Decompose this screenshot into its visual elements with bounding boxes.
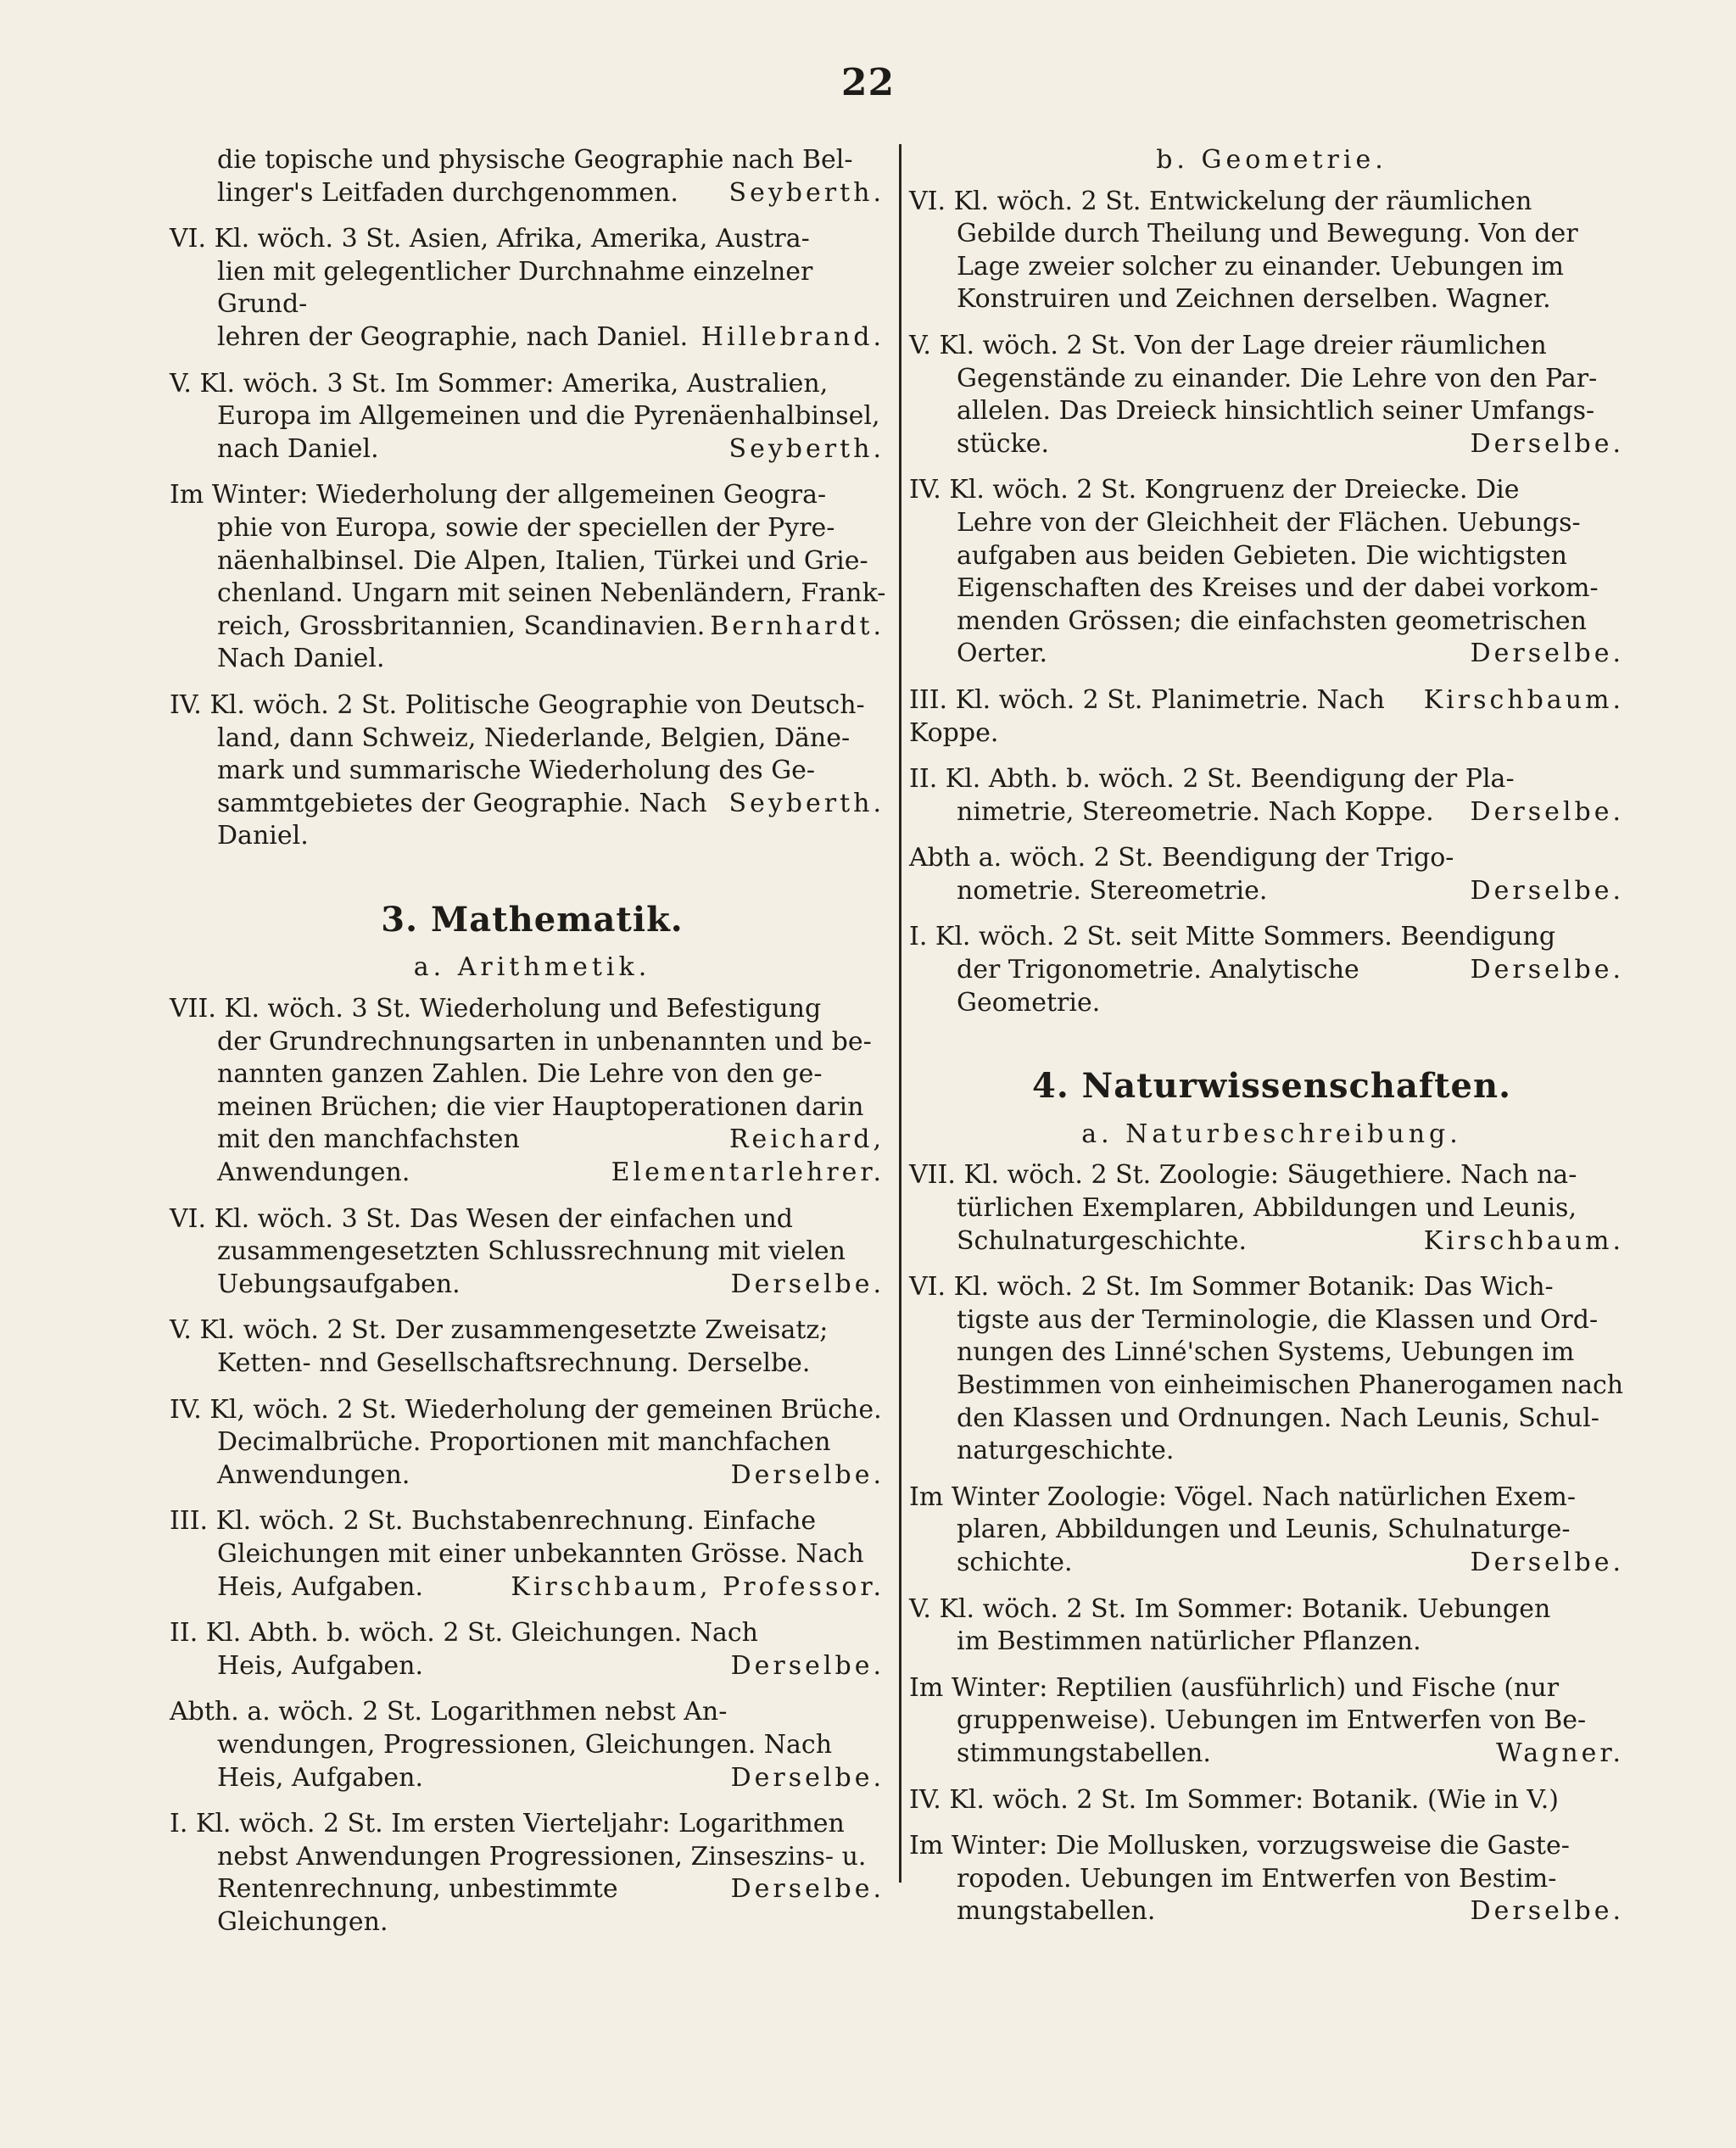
entry-line: I. Kl. wöch. 2 St. Im ersten Vierteljahr: Logarithmen bbox=[170, 1809, 845, 1839]
entry-line: IV. Kl, wöch. 2 St. Wiederholung der gemeinen Brüche. bbox=[170, 1394, 882, 1425]
entry-text: Schulnaturgeschichte. bbox=[957, 1225, 1248, 1256]
course-entry bbox=[909, 1481, 1634, 1580]
teacher-name: Bernhardt. bbox=[710, 611, 885, 641]
entry-line bbox=[170, 611, 895, 676]
entry-line: Abth a. wöch. 2 St. Beendigung der Trigo- bbox=[909, 843, 1454, 873]
entry-line: türlichen Exemplaren, Abbildungen und Leunis, bbox=[957, 1193, 1577, 1224]
teacher-name: Derselbe. bbox=[730, 1269, 885, 1299]
course-entry bbox=[909, 1830, 1634, 1928]
entry-line: nebst Anwendungen Progressionen, Zinseszins- u. bbox=[217, 1841, 867, 1872]
entry-text: III. Kl. wöch. 2 St. Planimetrie. Nach Koppe. bbox=[909, 684, 1385, 748]
entry-line: aufgaben aus beiden Gebieten. Die wichtigsten bbox=[957, 540, 1567, 571]
entry-line: plaren, Abbildungen und Leunis, Schulnaturge- bbox=[957, 1515, 1571, 1545]
entry-text: Uebungsaufgaben. bbox=[217, 1269, 461, 1299]
section-title-mathematics: 3. Mathematik. bbox=[381, 899, 684, 940]
entry-line: mark und summarische Wiederholung des Ge- bbox=[217, 756, 816, 786]
entry-line bbox=[909, 684, 1634, 750]
entry-text: Rentenrechnung, unbestimmte Gleichungen. bbox=[217, 1874, 618, 1937]
teacher-name: Seyberth. bbox=[728, 177, 885, 208]
entry-line bbox=[170, 1269, 895, 1302]
entry-line: III. Kl. wöch. 2 St. Buchstabenrechnung. Einfache bbox=[170, 1506, 817, 1537]
course-entry bbox=[909, 1593, 1634, 1659]
entry-line: zusammengesetzten Schlussrechnung mit vielen bbox=[217, 1236, 846, 1267]
geography-intro bbox=[170, 144, 895, 209]
teacher-name: Kirschbaum. bbox=[1423, 1225, 1624, 1256]
entry-line: Gleichungen mit einer unbekannten Grösse. Nach bbox=[217, 1538, 864, 1569]
entry-line bbox=[170, 788, 895, 853]
teacher-name: Derselbe. bbox=[730, 1762, 885, 1793]
natural-history-entries bbox=[909, 1159, 1634, 1928]
entry-line bbox=[909, 1547, 1634, 1580]
page-number: 22 bbox=[840, 61, 896, 104]
entry-line: Im Winter: Reptilien (ausführlich) und Fische (nur bbox=[909, 1672, 1560, 1703]
course-entry bbox=[170, 479, 895, 676]
entry-line: VI. Kl. wöch. 2 St. Entwickelung der räumlichen bbox=[909, 186, 1532, 216]
entry-text: nometrie. Stereometrie. bbox=[957, 875, 1268, 906]
entry-line: VI. Kl. wöch. 3 St. Asien, Afrika, Amerika, Austra- bbox=[170, 224, 810, 254]
entry-line: V. Kl. wöch. 3 St. Im Sommer: Amerika, Australien, bbox=[170, 368, 829, 399]
entry-text: schichte. bbox=[957, 1547, 1073, 1577]
entry-line bbox=[170, 177, 895, 210]
entry-line bbox=[170, 433, 895, 466]
entry-line bbox=[909, 428, 1634, 461]
entry-line bbox=[170, 1571, 895, 1604]
entry-line: land, dann Schweiz, Niederlande, Belgien, Däne- bbox=[217, 723, 851, 753]
entry-line: meinen Brüchen; die vier Hauptoperationen darin bbox=[217, 1091, 864, 1122]
course-entry bbox=[170, 368, 895, 466]
teacher-name: Derselbe. bbox=[730, 1650, 885, 1681]
entry-line bbox=[909, 954, 1634, 1019]
entry-line: V. Kl. wöch. 2 St. Im Sommer: Botanik. Uebungen bbox=[909, 1593, 1551, 1624]
teacher-name: Reichard, Elementarlehrer. bbox=[611, 1124, 885, 1188]
entry-text: Heis, Aufgaben. bbox=[217, 1571, 423, 1602]
entry-line: wendungen, Progressionen, Gleichungen. Nach bbox=[217, 1729, 833, 1760]
entry-text: stimmungstabellen. bbox=[957, 1738, 1211, 1768]
entry-line bbox=[170, 1650, 895, 1683]
section-title-natural-sciences: 4. Naturwissenschaften. bbox=[1031, 1066, 1511, 1107]
entry-text: nimetrie, Stereometrie. Nach Koppe. bbox=[957, 796, 1434, 827]
entry-line bbox=[909, 1738, 1634, 1771]
entry-line bbox=[170, 1459, 895, 1492]
teacher-name: Derselbe. bbox=[730, 1459, 885, 1490]
right-column bbox=[909, 144, 1634, 1942]
course-entry bbox=[170, 993, 895, 1190]
entry-line: ropoden. Uebungen im Entwerfen von Bestim- bbox=[957, 1863, 1557, 1894]
entry-line: tigste aus der Terminologie, die Klassen und Ord- bbox=[957, 1304, 1599, 1335]
entry-line: naturgeschichte. bbox=[957, 1436, 1175, 1466]
entry-line: im Bestimmen natürlicher Pflanzen. bbox=[957, 1626, 1421, 1657]
entry-text: mungstabellen. bbox=[957, 1896, 1156, 1927]
teacher-name: Wagner. bbox=[1496, 1738, 1624, 1768]
entry-line: Bestimmen von einheimischen Phanerogamen nach bbox=[957, 1370, 1624, 1400]
teacher-name: Derselbe. bbox=[1470, 1547, 1624, 1577]
teacher-name: Derselbe. bbox=[1470, 428, 1624, 459]
entry-line: nannten ganzen Zahlen. Die Lehre von den ge- bbox=[217, 1059, 823, 1090]
arithmetic-entries bbox=[170, 993, 895, 1939]
course-entry bbox=[170, 223, 895, 354]
entry-line: VII. Kl. wöch. 2 St. Zoologie: Säugethiere. Nach na- bbox=[909, 1160, 1577, 1191]
teacher-name: Derselbe. bbox=[1470, 875, 1624, 906]
entry-line: die topische und physische Geographie nach Bel- bbox=[217, 145, 853, 175]
entry-text: Oerter. bbox=[957, 639, 1048, 669]
entry-line: II. Kl. Abth. b. wöch. 2 St. Beendigung der Pla- bbox=[909, 764, 1515, 795]
entry-line: Im Winter Zoologie: Vögel. Nach natürlichen Exem- bbox=[909, 1481, 1576, 1512]
entry-text: sammtgebietes der Geographie. Nach Daniel. bbox=[217, 788, 707, 851]
course-entry bbox=[909, 684, 1634, 750]
entry-text: linger's Leitfaden durchgenommen. bbox=[217, 177, 678, 208]
entry-line: VII. Kl. wöch. 3 St. Wiederholung und Befestigung bbox=[170, 994, 822, 1024]
subsection-arithmetic: a. Arithmetik. bbox=[413, 952, 651, 983]
entry-text: mit den manchfachsten Anwendungen. bbox=[217, 1124, 520, 1188]
column-divider bbox=[899, 144, 901, 1883]
entry-line: Gebilde durch Theilung und Bewegung. Von der bbox=[957, 219, 1578, 249]
entry-text: der Trigonometrie. Analytische Geometrie. bbox=[957, 955, 1359, 1018]
entry-line bbox=[909, 875, 1634, 908]
entry-line: der Grundrechnungsarten in unbenannten und be- bbox=[217, 1026, 872, 1057]
course-entry bbox=[170, 1808, 895, 1939]
course-entry bbox=[170, 1505, 895, 1604]
subsection-geometry: b. Geometrie. bbox=[1156, 145, 1387, 175]
teacher-name: Hillebrand. bbox=[701, 321, 885, 352]
course-entry bbox=[909, 1672, 1634, 1771]
entry-line bbox=[170, 1873, 895, 1939]
entry-line bbox=[170, 321, 895, 354]
teacher-name: Kirschbaum. bbox=[1423, 684, 1624, 715]
entry-text: Heis, Aufgaben. bbox=[217, 1762, 423, 1793]
entry-line: Im Winter: Wiederholung der allgemeinen Geogra- bbox=[170, 480, 827, 510]
entry-line: chenland. Ungarn mit seinen Nebenländern, Frank- bbox=[217, 578, 886, 609]
left-column bbox=[170, 144, 895, 1953]
geography-entries bbox=[170, 223, 895, 853]
entry-line bbox=[909, 796, 1634, 829]
entry-text: Heis, Aufgaben. bbox=[217, 1650, 423, 1681]
course-entry bbox=[170, 1314, 895, 1380]
subsection-natural-history: a. Naturbeschreibung. bbox=[1081, 1119, 1462, 1149]
entry-line: Decimalbrüche. Proportionen mit manchfachen bbox=[217, 1427, 831, 1458]
geometry-entries bbox=[909, 186, 1634, 1020]
entry-line: V. Kl. wöch. 2 St. Von der Lage dreier räumlichen bbox=[909, 330, 1547, 360]
teacher-name: Derselbe. bbox=[1470, 955, 1624, 985]
entry-line: VI. Kl. wöch. 2 St. Im Sommer Botanik: Das Wich- bbox=[909, 1272, 1554, 1303]
teacher-name: Derselbe. bbox=[1470, 1896, 1624, 1927]
course-entry bbox=[909, 763, 1634, 829]
entry-text: nach Daniel. bbox=[217, 433, 379, 464]
entry-text: Anwendungen. bbox=[217, 1459, 410, 1490]
entry-line: lien mit gelegentlicher Durchnahme einzelner Grund- bbox=[217, 256, 813, 320]
entry-line bbox=[170, 1762, 895, 1795]
entry-line: Europa im Allgemeinen und die Pyrenäenhalbinsel, bbox=[217, 401, 880, 432]
entry-line: den Klassen und Ordnungen. Nach Leunis, Schul- bbox=[957, 1403, 1599, 1433]
course-entry bbox=[170, 1696, 895, 1794]
entry-text: reich, Grossbritannien, Scandinavien. Nach Daniel. bbox=[217, 611, 706, 674]
entry-line: Abth. a. wöch. 2 St. Logarithmen nebst An- bbox=[170, 1697, 728, 1727]
entry-line: phie von Europa, sowie der speciellen der Pyre- bbox=[217, 512, 835, 543]
entry-line: Gegenstände zu einander. Die Lehre von den Par- bbox=[957, 363, 1598, 393]
entry-line: Lehre von der Gleichheit der Flächen. Uebungs- bbox=[957, 507, 1581, 538]
entry-text: lehren der Geographie, nach Daniel. bbox=[217, 321, 689, 352]
course-entry bbox=[909, 1784, 1634, 1817]
entry-line bbox=[909, 1895, 1634, 1928]
entry-line: V. Kl. wöch. 2 St. Der zusammengesetzte Zweisatz; bbox=[170, 1315, 829, 1346]
entry-line bbox=[170, 1124, 895, 1189]
entry-line: Lage zweier solcher zu einander. Uebungen im bbox=[957, 251, 1564, 282]
entry-line: Konstruiren und Zeichnen derselben. Wagner. bbox=[957, 284, 1551, 315]
entry-line bbox=[909, 1225, 1634, 1258]
entry-line: II. Kl. Abth. b. wöch. 2 St. Gleichungen. Nach bbox=[170, 1618, 758, 1649]
entry-text: stücke. bbox=[957, 428, 1050, 459]
entry-line: IV. Kl. wöch. 2 St. Politische Geographie von Deutsch- bbox=[170, 689, 865, 720]
entry-line: Im Winter: Die Mollusken, vorzugsweise die Gaste- bbox=[909, 1831, 1570, 1861]
entry-line bbox=[909, 638, 1634, 671]
teacher-name: Seyberth. bbox=[728, 433, 885, 464]
entry-line: Eigenschaften des Kreises und der dabei vorkom- bbox=[957, 573, 1599, 604]
teacher-name: Derselbe. bbox=[1470, 796, 1624, 827]
course-entry bbox=[909, 1159, 1634, 1258]
course-entry bbox=[170, 1617, 895, 1682]
course-entry bbox=[170, 1203, 895, 1302]
entry-line: I. Kl. wöch. 2 St. seit Mitte Sommers. Beendigung bbox=[909, 922, 1556, 952]
entry-line: IV. Kl. wöch. 2 St. Im Sommer: Botanik. (Wie in V.) bbox=[909, 1784, 1559, 1815]
course-entry bbox=[170, 689, 895, 853]
course-entry bbox=[170, 1394, 895, 1492]
entry-line: Ketten- nnd Gesellschaftsrechnung. Derselbe. bbox=[217, 1348, 811, 1378]
teacher-name: Derselbe. bbox=[1470, 639, 1624, 669]
teacher-name: Seyberth. bbox=[728, 788, 885, 818]
entry-line: VI. Kl. wöch. 3 St. Das Wesen der einfachen und bbox=[170, 1203, 793, 1234]
course-entry bbox=[909, 921, 1634, 1019]
entry-line: IV. Kl. wöch. 2 St. Kongruenz der Dreiecke. Die bbox=[909, 475, 1520, 505]
teacher-name: Derselbe. bbox=[730, 1874, 885, 1905]
entry-line: gruppenweise). Uebungen im Entwerfen von Be- bbox=[957, 1705, 1587, 1736]
entry-line: nungen des Linné'schen Systems, Uebungen im bbox=[957, 1337, 1575, 1368]
course-entry bbox=[909, 1271, 1634, 1468]
course-entry bbox=[909, 330, 1634, 460]
teacher-name: Kirschbaum, Professor. bbox=[511, 1571, 885, 1602]
course-entry bbox=[909, 842, 1634, 907]
entry-line: menden Grössen; die einfachsten geometrischen bbox=[957, 605, 1587, 636]
course-entry bbox=[909, 186, 1634, 316]
entry-line: näenhalbinsel. Die Alpen, Italien, Türkei und Grie- bbox=[217, 545, 868, 576]
entry-line: allelen. Das Dreieck hinsichtlich seiner Umfangs- bbox=[957, 396, 1595, 427]
course-entry bbox=[909, 474, 1634, 671]
